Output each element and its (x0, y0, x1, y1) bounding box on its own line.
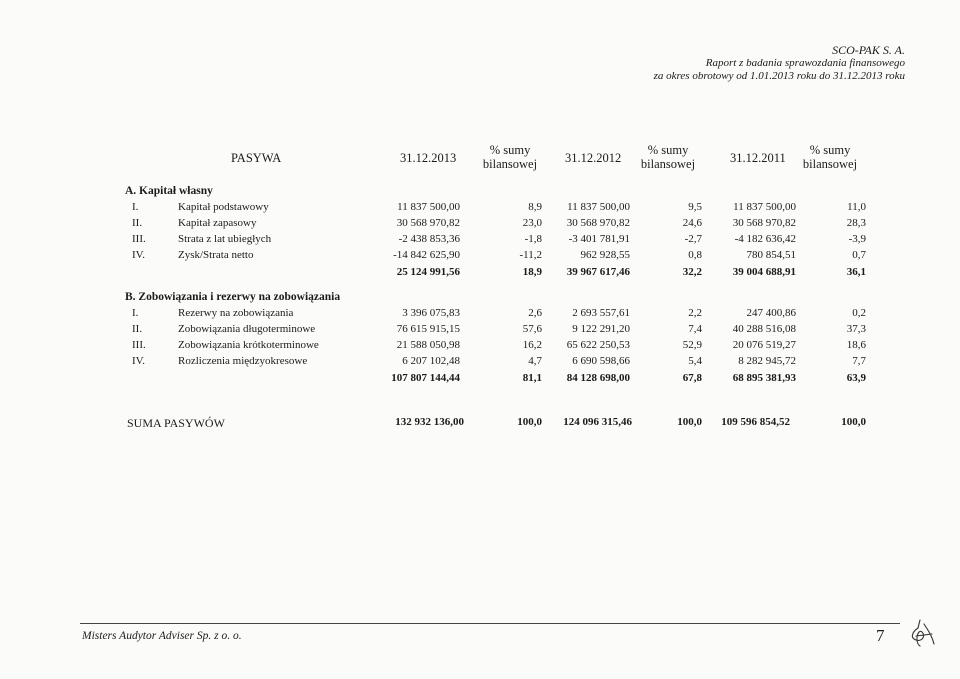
suma-label: SUMA PASYWÓW (127, 416, 225, 430)
footer-rule (80, 623, 900, 624)
col-date-2012: 31.12.2012 (565, 151, 622, 165)
company-name: SCO-PAK S. A. (832, 43, 905, 57)
section-a-title: A. Kapitał własny (125, 185, 213, 197)
auditor-name: Misters Audytor Adviser Sp. z o. o. (82, 630, 242, 642)
report-period: za okres obrotowy od 1.01.2013 roku do 31.12.2013 roku (653, 70, 905, 82)
section-b-title: B. Zobowiązania i rezerwy na zobowiązania (125, 291, 341, 303)
col-date-2011: 31.12.2011 (730, 151, 786, 165)
report-subtitle: Raport z badania sprawozdania finansowego (705, 57, 905, 69)
col-pct-2011: % sumy bilansowej (802, 143, 858, 171)
col-pct-2012: % sumy bilansowej (640, 143, 696, 171)
col-pct-2013: % sumy bilansowej (482, 143, 538, 171)
initials-signature-icon (906, 616, 938, 654)
table-title: PASYWA (231, 151, 282, 165)
col-date-2013: 31.12.2013 (400, 151, 457, 165)
page-number: 7 (876, 626, 885, 645)
report-header (654, 44, 905, 83)
